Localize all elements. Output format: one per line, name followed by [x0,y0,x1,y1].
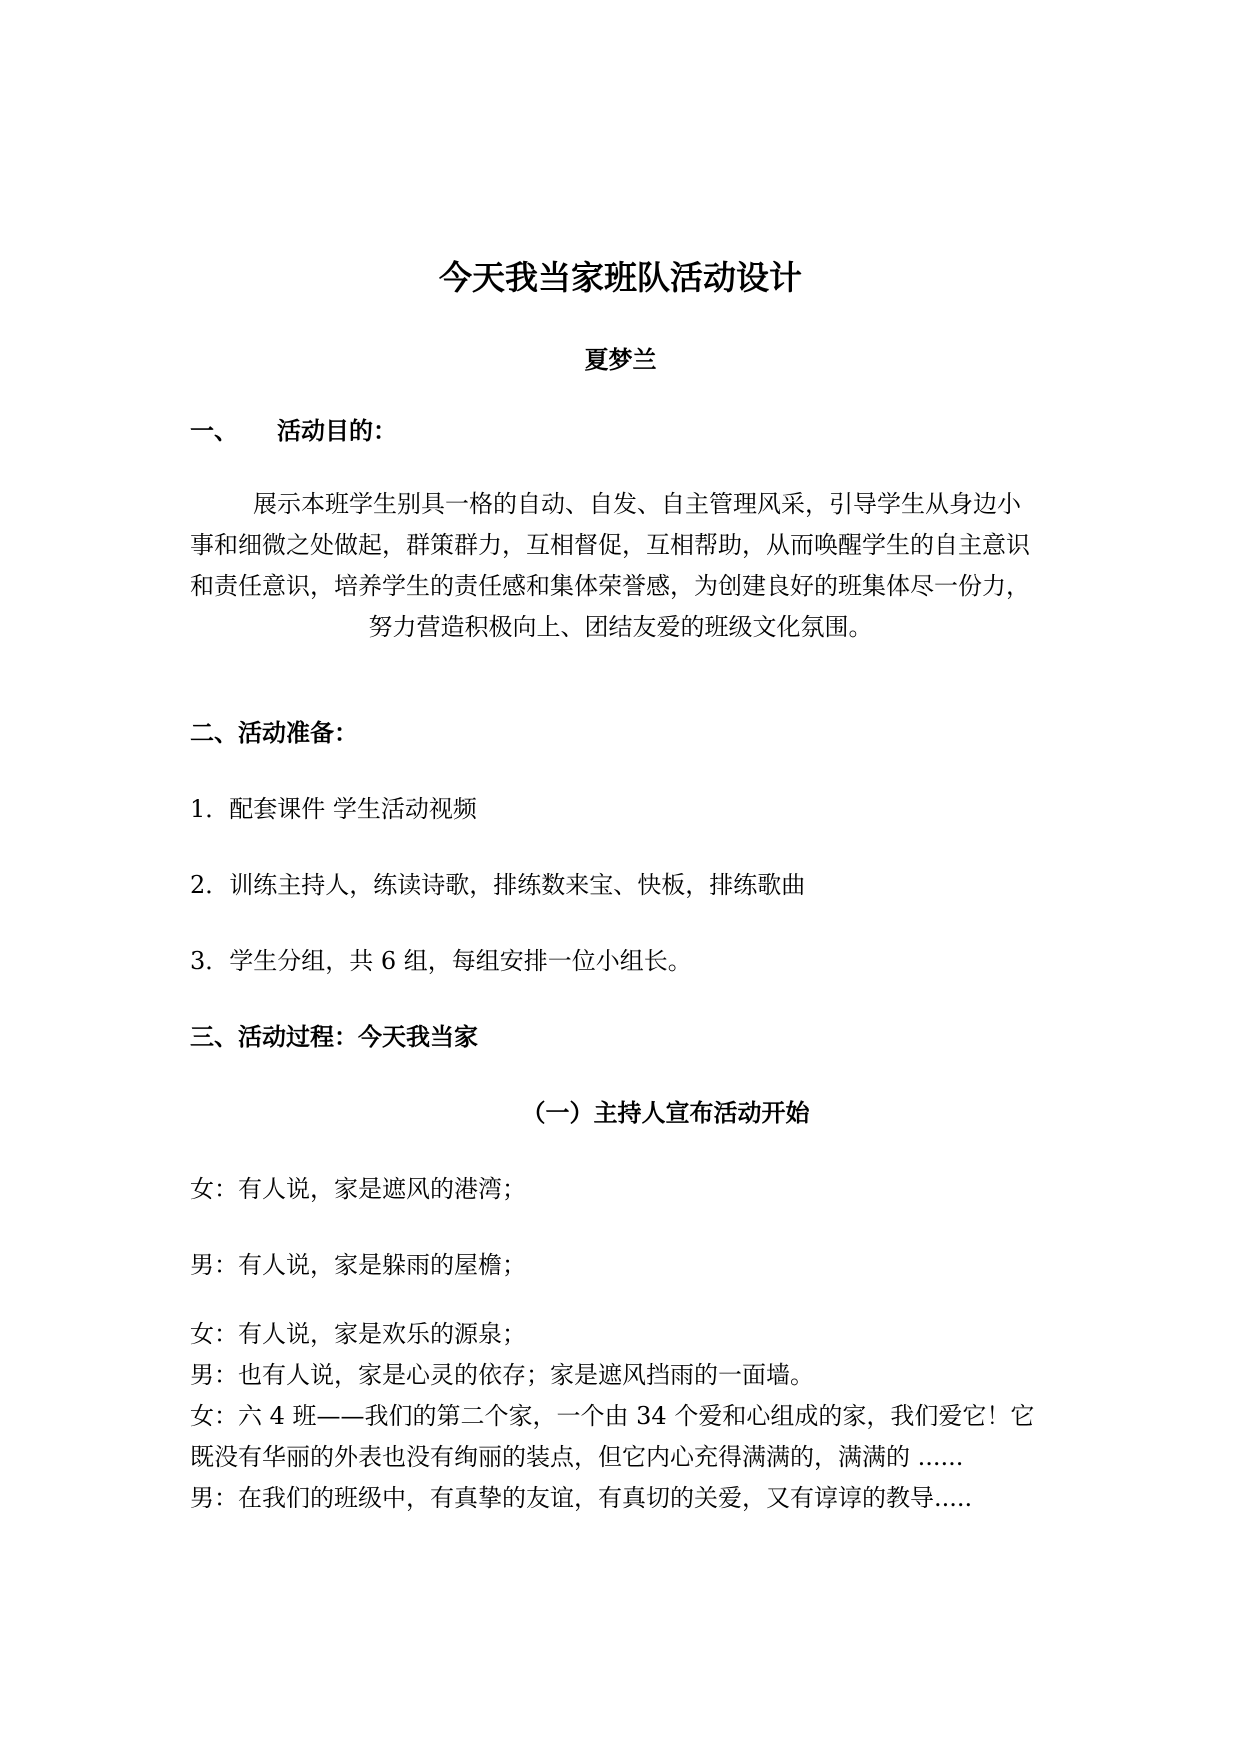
dialog-line: 男：在我们的班级中，有真挚的友谊，有真切的关爱，又有谆谆的教导..... [190,1484,973,1512]
dialog-line: 女：有人说，家是欢乐的源泉； [190,1320,526,1348]
dialog-line: 既没有华丽的外表也没有绚丽的装点，但它内心充得满满的，满满的 ...... [190,1443,964,1471]
subsection-heading: （一）主持人宣布活动开始 [521,1099,810,1127]
section-title: 活动目的： [277,417,397,445]
purpose-paragraph [190,484,1051,648]
dialog-line: 男：也有人说，家是心灵的依存；家是遮风挡雨的一面墙。 [190,1361,814,1389]
dialog-line: 男：有人说，家是躲雨的屋檐； [190,1251,526,1279]
section-heading-preparation: 二、活动准备： [190,719,358,747]
paragraph-line: 展示本班学生别具一格的自动、自发、自主管理风采，引导学生从身边小 [253,490,1021,518]
paragraph-line: 和责任意识，培养学生的责任感和集体荣誉感，为创建良好的班集体尽一份力， [190,572,1030,600]
section-heading-purpose [190,411,397,446]
paragraph-line: 努力营造积极向上、团结友爱的班级文化氛围。 [368,613,873,641]
dialog-line: 女：六 4 班——我们的第二个家，一个由 34 个爱和心组成的家，我们爱它！它 [190,1402,1035,1430]
document-author: 夏梦兰 [584,346,657,374]
list-item: 1．配套课件 学生活动视频 [190,795,477,823]
section-number: 一、 [190,417,238,445]
list-item: 3．学生分组，共 6 组，每组安排一位小组长。 [190,947,692,975]
document-title: 今天我当家班队活动设计 [439,258,802,297]
dialog-block [190,1314,1060,1519]
section-heading-process: 三、活动过程：今天我当家 [190,1023,478,1051]
dialog-line: 女：有人说，家是遮风的港湾； [190,1175,526,1203]
paragraph-line: 事和细微之处做起，群策群力，互相督促，互相帮助，从而唤醒学生的自主意识 [190,531,1030,559]
list-item: 2．训练主持人，练读诗歌，排练数来宝、快板，排练歌曲 [190,871,806,899]
